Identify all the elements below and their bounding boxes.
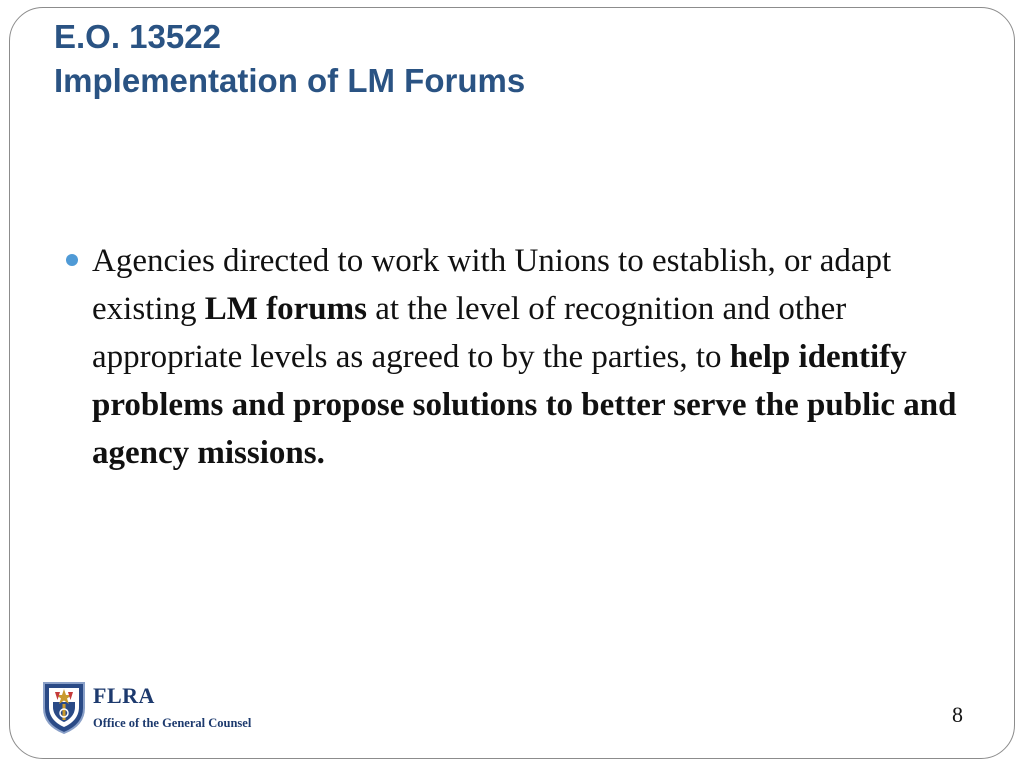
bullet-bold-lm-forums: LM forums [204,291,367,327]
bullet-text-part-1: Agencies directed to work with Unions to establish, or adapt existing [92,243,892,327]
flra-seal-icon [41,680,87,734]
slide-title [54,15,525,103]
bullet-dot-icon [66,254,78,266]
flra-logo [41,680,301,740]
slide-title-line-2: Implementation of LM Forums [54,62,526,99]
bullet-bold-help-identify: help identify problems and propose solutions to better serve the public and agency missions. [92,339,957,471]
logo-name: FLRA [93,683,155,708]
bullet-item [92,237,962,477]
page-number: 8 [952,702,963,727]
bullet-text-part-2: at the level of recognition and other appropriate levels as agreed to by the parties, to [92,291,847,375]
logo-subtitle: Office of the General Counsel [93,716,252,730]
slide-title-line-1: E.O. 13522 [54,18,221,55]
